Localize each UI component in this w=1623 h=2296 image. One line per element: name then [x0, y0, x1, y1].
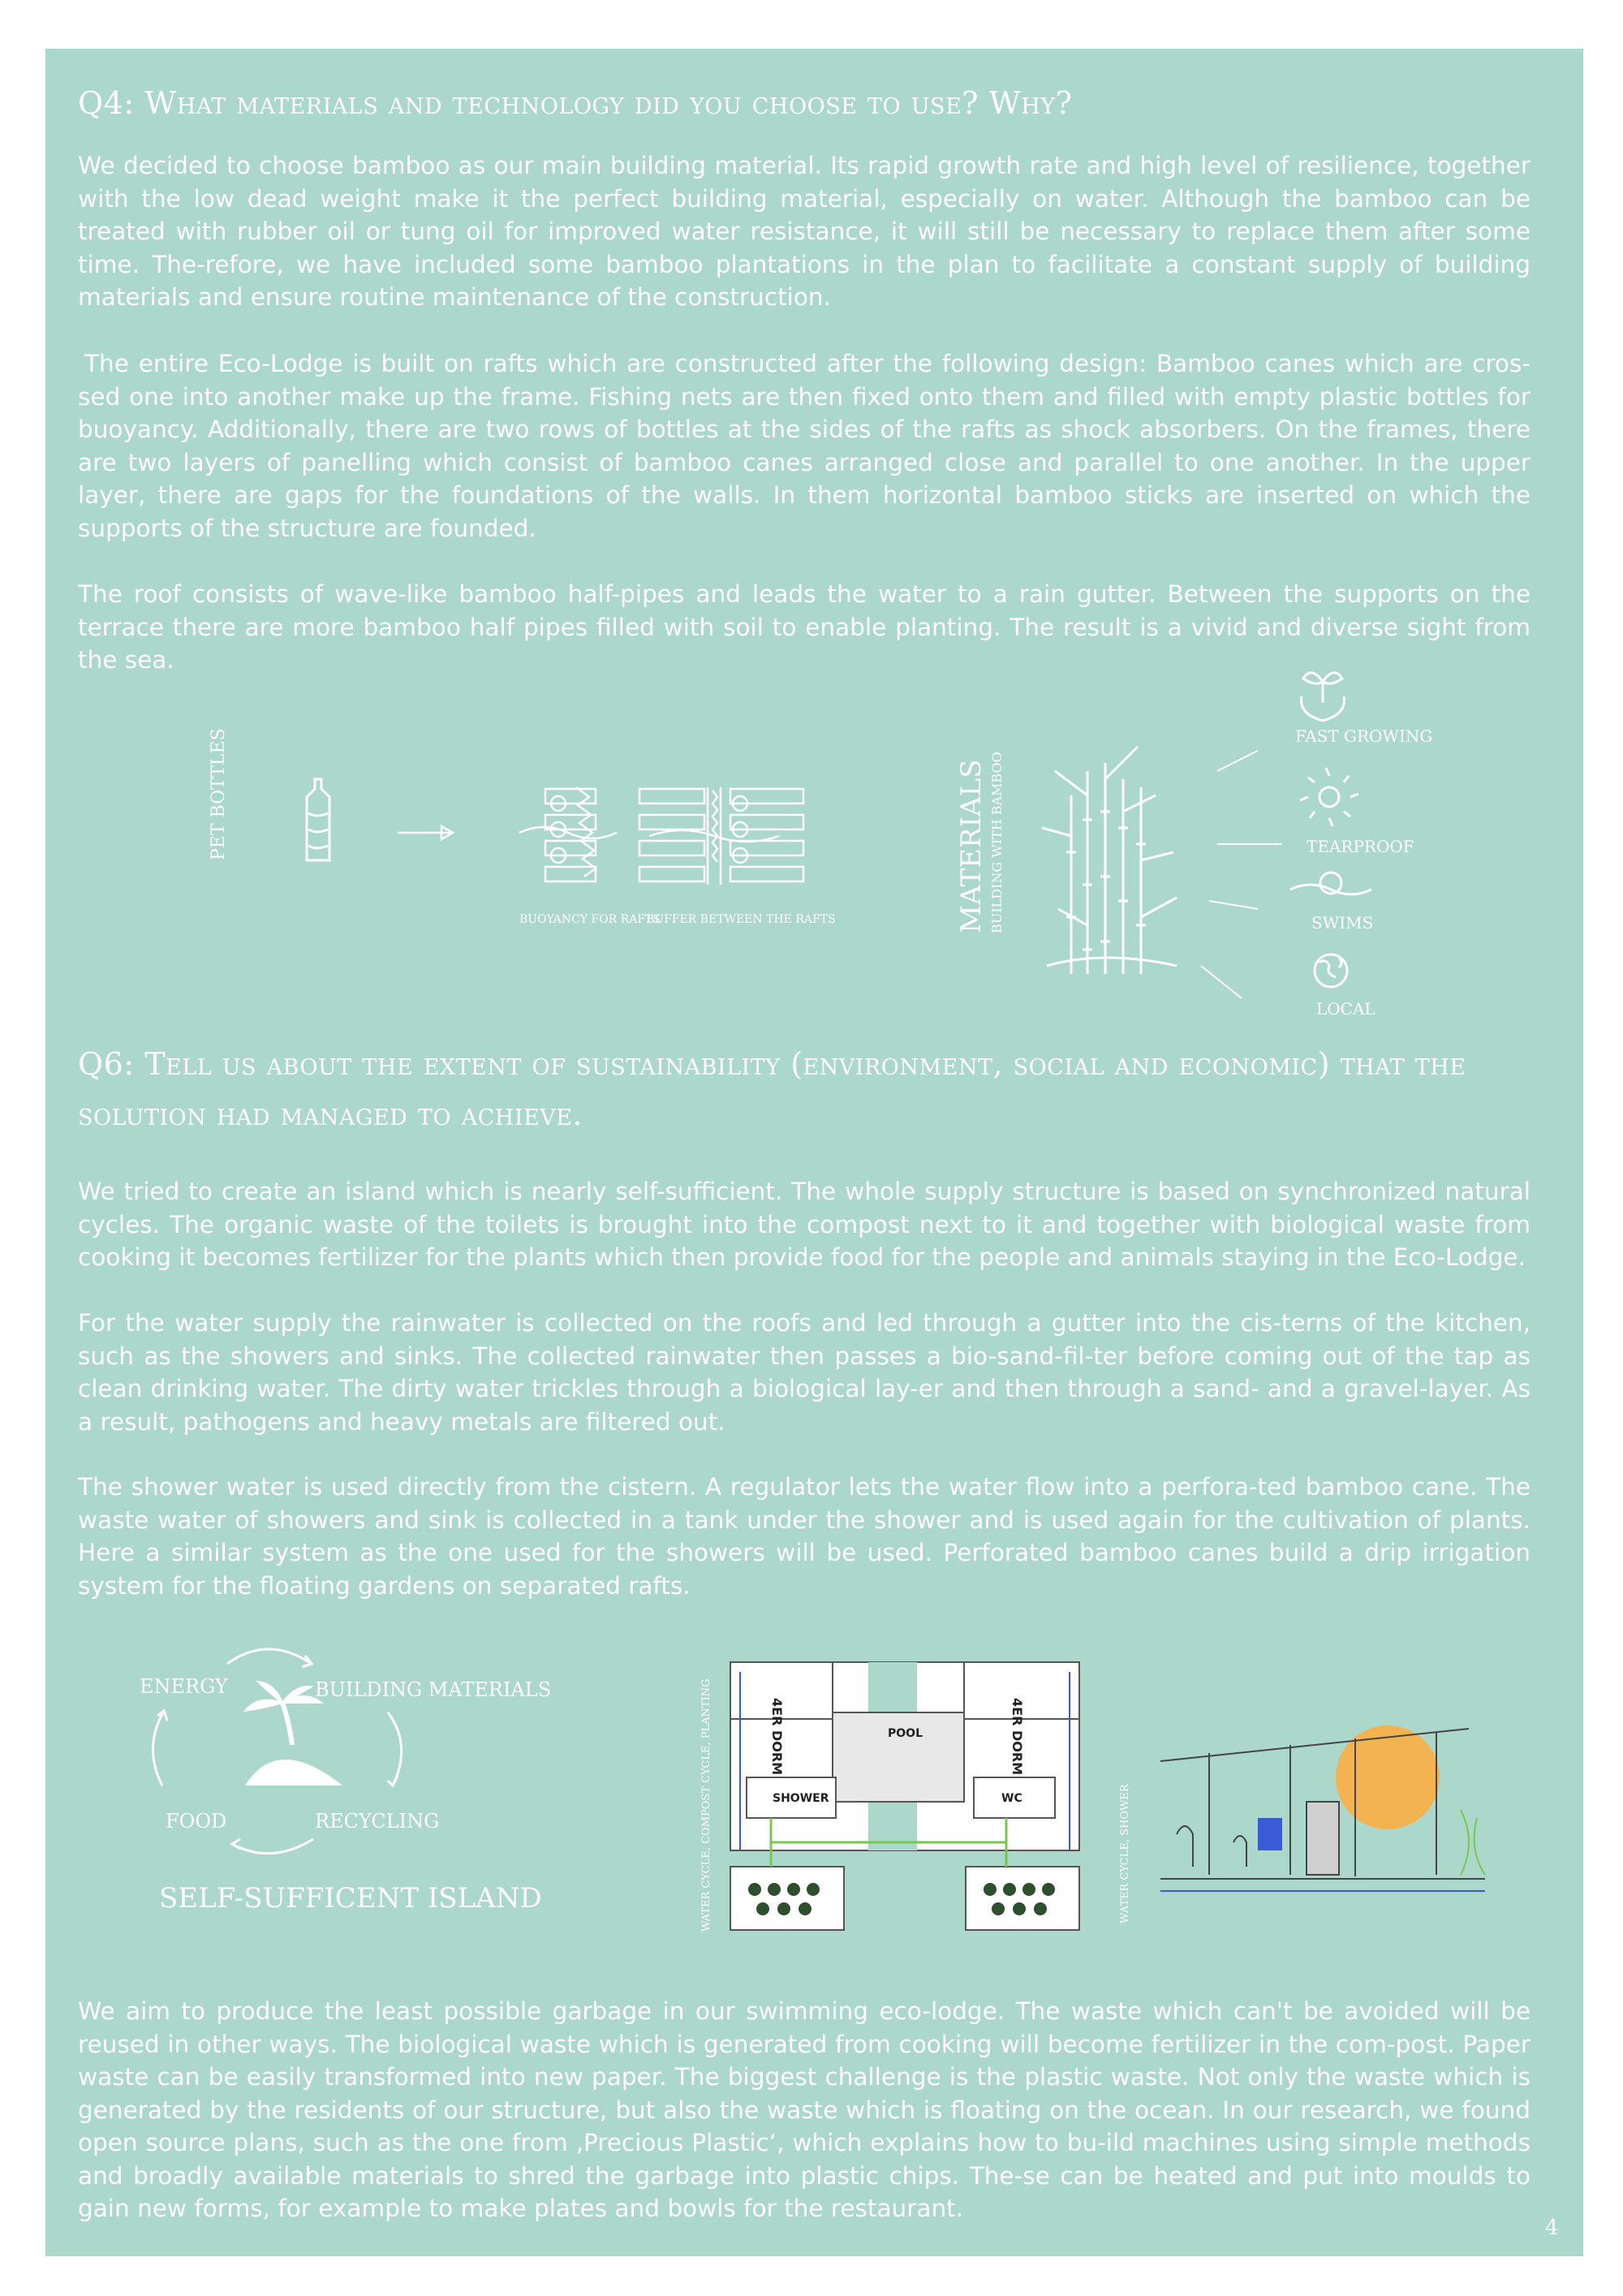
q4-heading: Q4: What materials and technology did you choose to use? Why?	[78, 85, 1073, 121]
shower-label: SHOWER	[773, 1792, 829, 1805]
plant-hands-icon	[1302, 673, 1345, 721]
building-materials-label: BUILDING MATERIALS	[315, 1678, 552, 1701]
arrow-icon	[398, 826, 453, 839]
buffer-label: BUFFER BETWEEN THE RAFTS	[646, 913, 836, 926]
q6-final-paragraph: We aim to produce the least possible garbage in our swimming eco-lodge. The waste which can't be avoided will be reused in other ways. The biological waste which is generated from cooking will become fertilizer in the com-post. Paper waste can be easily transformed into new paper. The biggest challenge is the plastic waste. Not only the waste which is generated by the residents of our structure, but also the waste which is floating on the ocean. In our research, we found open source plans, such as the one from ‚Precious Plastic‘, which explains how to bu-ild machines using simple methods and broadly available materials to shred the garbage into plastic chips. The-se can be heated and put into moulds to gain new forms, for example to make plates and bowls for the restaurant.	[78, 1997, 1530, 2222]
q6-paragraph-2: For the water supply the rainwater is collected on the roofs and led through a gutter into the cis-terns of the kitchen, such as the showers and sinks. The collected rainwater then passes a bio-sand-fil-ter before coming out of the tap as clean drinking water. The dirty water trickles through a biological lay-er and then through a sand- and a gravel-layer. As a result, pathogens and heavy metals are filtered out.	[78, 1309, 1530, 1436]
page-number: 4	[1545, 2216, 1559, 2240]
q4-paragraph-3: The roof consists of wave-like bamboo half-pipes and leads the water to a rain gutter. Between the supports on the terrace there are more bamboo half pipes filled with soil to enable planting. The result is a vivid and diverse sight from the sea.	[78, 580, 1530, 674]
q6-paragraph-1: We tried to create an island which is nearly self-sufficient. The whole supply structure is based on synchronized natural cycles. The organic waste of the toilets is brought into the compost next to it and together with biological waste from cooking it becomes fertilizer for the plants which then provide food for the people and animals staying in the Eco-Lodge.	[78, 1178, 1530, 1271]
cycle-label-1: WATER CYCLE, COMPOST CYCLE, PLANTING	[700, 1678, 712, 1932]
cycle-label-2: WATER CYCLE, SHOWER	[1119, 1784, 1131, 1923]
tearproof-icon	[1300, 768, 1358, 826]
raft-diagram-left	[519, 787, 617, 881]
materials-figure	[933, 657, 1433, 1023]
section-figure	[1112, 1688, 1534, 1932]
connector-lines	[1201, 751, 1282, 998]
q6-heading: Q6: Tell us about the extent of sustainability (environment, social and economic) that the solution had managed to achieve.	[78, 1046, 1466, 1132]
pool-label: POOL	[888, 1727, 923, 1740]
buoyancy-label: BUOYANCY FOR RAFTS	[519, 913, 661, 926]
energy-label: ENERGY	[140, 1675, 228, 1698]
q6-paragraph-3: The shower water is used directly from the cistern. A regulator lets the water flow into a perfora-ted bamboo cane. The waste water of showers and sink is collected in a tank under the shower and is used again for the cultivation of plants. Here a similar system as the one used for the showers will be used. Perforated bamboo canes build a drip irrigation system for the floating gardens on separated rafts.	[78, 1473, 1530, 1600]
pet-bottles-label: PET BOTTLES	[209, 728, 229, 860]
bottle-icon	[307, 779, 329, 860]
q4-paragraph-1: We decided to choose bamboo as our main building material. Its rapid growth rate and high level of resilience, together with the low dead weight make it the perfect building material, especially on water. Although the bamboo can be treated with rubber oil or tung oil for improved water resistance, it will still be necessary to replace them after some time. The-refore, we have included some bamboo plantations in the plan to facilitate a constant supply of building materials and ensure routine maintenance of the construction.	[78, 152, 1530, 311]
swims-label: SWIMS	[1311, 913, 1374, 933]
local-label: LOCAL	[1316, 999, 1375, 1019]
rafts-figure	[195, 728, 836, 933]
floor-plan-figure	[682, 1656, 1104, 1940]
island-caption: SELF-SUFFICENT ISLAND	[159, 1882, 542, 1915]
recycling-label: RECYCLING	[315, 1810, 440, 1833]
materials-title: MATERIALS	[955, 759, 988, 933]
fast-growing-label: FAST GROWING	[1295, 726, 1433, 746]
q4-paragraph-2: The entire Eco-Lodge is built on rafts which are constructed after the following design: Bamboo canes which are cros-sed one into another make up the frame. Fishing nets are then fixed onto them and filled with empty plastic bottles for buoyancy. Additionally, there are two rows of bottles at the sides of the rafts as shock absorbers. On the frames, there are two layers of panelling which consist of bamboo canes arranged close and parallel to one another. In the upper layer, there are gaps for the foundations of the walls. In them horizontal bamboo sticks are inserted on which the supports of the structure are founded.	[78, 350, 1530, 542]
swims-icon	[1290, 872, 1371, 894]
wc-label: WC	[1001, 1792, 1022, 1805]
island-cycle-figure	[130, 1631, 552, 1923]
materials-subtitle: BUILDING WITH BAMBOO	[989, 752, 1005, 933]
section-drawing	[1160, 1729, 1485, 1891]
bamboo-icon	[1042, 747, 1177, 974]
room-right-label: 4ER DORM	[1010, 1698, 1025, 1776]
globe-icon	[1315, 954, 1347, 987]
raft-diagram-right	[639, 787, 803, 885]
room-left-label: 4ER DORM	[769, 1698, 785, 1776]
tearproof-label: TEARPROOF	[1307, 837, 1414, 856]
food-label: FOOD	[166, 1810, 227, 1833]
